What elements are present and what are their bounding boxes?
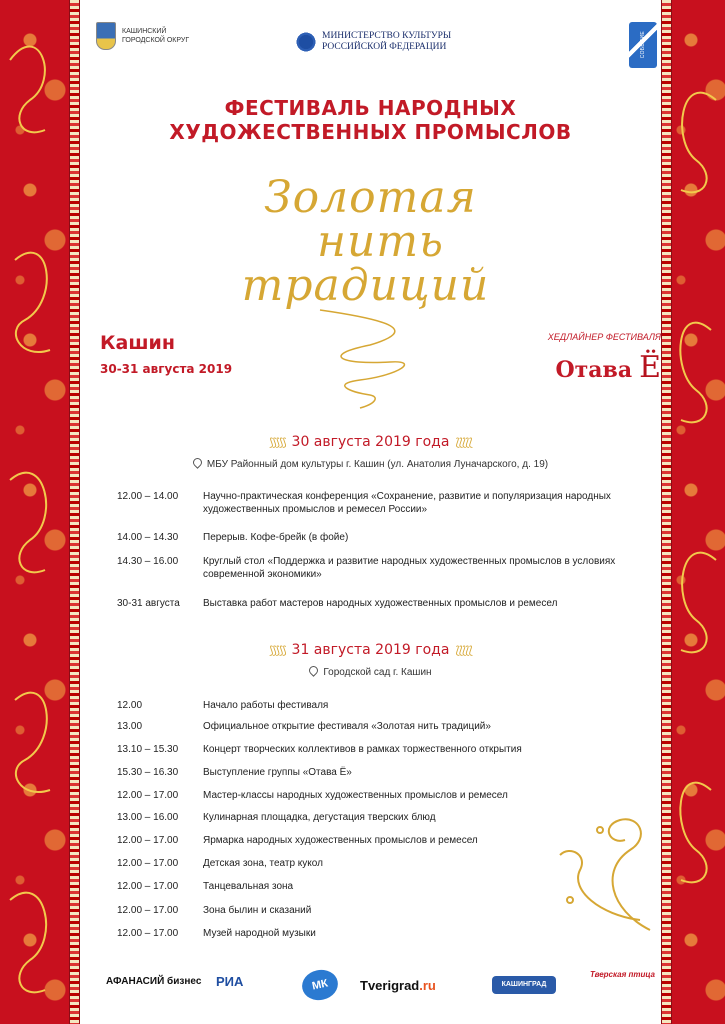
schedule-time: 12.00 – 17.00 xyxy=(117,835,179,846)
schedule-desc: Музей народной музыки xyxy=(203,928,316,939)
gold-corner-ornament xyxy=(540,800,660,940)
sponsor-mk: МК xyxy=(299,967,340,1004)
schedule-desc: Перерыв. Кофе-брейк (в фойе) xyxy=(203,532,349,543)
schedule-time: 13.00 – 16.00 xyxy=(117,812,179,823)
festival-title xyxy=(80,96,661,144)
festival-script-name xyxy=(80,172,661,311)
festival-title-line1: ФЕСТИВАЛЬ НАРОДНЫХ xyxy=(224,96,517,120)
schedule-time: 12.00 – 17.00 xyxy=(117,905,179,916)
schedule-desc: Официальное открытие фестиваля «Золотая нить традиций» xyxy=(203,721,491,732)
schedule-row xyxy=(117,490,651,516)
schedule-time: 14.30 – 16.00 xyxy=(117,556,179,567)
event-logo-text: СОБЫТИЕ xyxy=(640,31,646,59)
ministry-text: МИНИСТЕРСТВО КУЛЬТУРЫ РОССИЙСКОЙ ФЕДЕРАЦИИ xyxy=(322,31,452,52)
sponsor-kashingrad: КАШИНГРАД xyxy=(492,976,556,994)
day2-title-text: 31 августа 2019 года xyxy=(291,642,450,658)
schedule-time: 30-31 августа xyxy=(117,598,180,609)
day1-venue xyxy=(80,458,661,470)
poster-content xyxy=(80,0,661,1024)
schedule-desc: Выступление группы «Отава Ё» xyxy=(203,767,352,778)
sponsor-tverigrad-b: .ru xyxy=(419,978,436,993)
ministry-logo xyxy=(296,30,502,54)
headliner-name: Отава xyxy=(555,357,633,383)
schedule-desc: Мастер-классы народных художественных промыслов и ремесел xyxy=(203,790,508,801)
sponsor-afanasy: АФАНАСИЙ бизнес xyxy=(106,976,202,987)
schedule-desc: Круглый стол «Поддержка и развитие народных художественных промыслов в условиях современной экономики» xyxy=(203,556,616,580)
schedule-desc: Кулинарная площадка, дегустация тверских блюд xyxy=(203,812,436,823)
lace-ribbon xyxy=(69,0,80,1024)
gold-swirl-ornament-left xyxy=(0,0,70,1024)
sponsors-bar xyxy=(100,966,661,1006)
schedule-time: 15.30 – 16.30 xyxy=(117,767,179,778)
day2-venue xyxy=(80,666,661,678)
schedule-time: 12.00 – 17.00 xyxy=(117,928,179,939)
schedule-desc: Ярмарка народных художественных промыслов и ремесел xyxy=(203,835,478,846)
kashin-logo-text: КАШИНСКИЙ ГОРОДСКОЙ ОКРУГ xyxy=(122,28,190,44)
eagle-emblem-icon xyxy=(296,30,316,54)
city-name: Кашин xyxy=(100,332,175,354)
gold-thread-swirl xyxy=(280,300,440,410)
schedule-time: 12.00 – 17.00 xyxy=(117,858,179,869)
schedule-time: 12.00 xyxy=(117,700,143,711)
right-ornament-border xyxy=(661,0,725,1024)
festival-title-line2: ХУДОЖЕСТВЕННЫХ ПРОМЫСЛОВ xyxy=(169,120,572,144)
festival-dates: 30-31 августа 2019 xyxy=(100,362,233,376)
schedule-desc: Детская зона, театр кукол xyxy=(203,858,323,869)
day1-title xyxy=(80,434,661,450)
schedule-desc: Начало работы фестиваля xyxy=(203,700,329,711)
location-pin-icon xyxy=(308,664,321,677)
sponsor-tverigrad xyxy=(360,978,436,993)
schedule-row xyxy=(117,720,651,733)
schedule-row xyxy=(117,531,651,544)
headliner-logo xyxy=(556,350,662,385)
day1-title-text: 30 августа 2019 года xyxy=(291,434,450,450)
script-name-line3: традиций xyxy=(241,260,490,311)
event-logo xyxy=(629,22,657,68)
sponsor-tverigrad-a: Tverigrad xyxy=(360,978,420,993)
kashin-logo xyxy=(96,22,192,50)
schedule-row xyxy=(117,555,651,581)
schedule-row xyxy=(117,743,651,756)
schedule-row xyxy=(117,699,651,712)
script-name-line2: нить xyxy=(317,216,444,267)
location-pin-icon xyxy=(191,456,204,469)
ornament-left-icon: ⟆⟆⟆⟆⟆ xyxy=(269,436,286,449)
sponsor-ria: РИА xyxy=(216,974,244,989)
schedule-time: 13.00 xyxy=(117,721,143,732)
sponsor-tver-bird: Тверская птица xyxy=(590,970,655,979)
left-ornament-border xyxy=(0,0,80,1024)
schedule-time: 14.00 – 14.30 xyxy=(117,532,179,543)
schedule-desc: Зона былин и сказаний xyxy=(203,905,312,916)
ornament-right-icon: ⟅⟅⟅⟅⟅ xyxy=(455,436,472,449)
schedule-desc: Научно-практическая конференция «Сохранение, развитие и популяризация народных художественных промыслов и ремесел России» xyxy=(203,491,611,515)
day2-title xyxy=(80,642,661,658)
schedule-time: 12.00 – 14.00 xyxy=(117,491,179,502)
ornament-left-icon: ⟆⟆⟆⟆⟆ xyxy=(269,644,286,657)
headliner-label: ХЕДЛАЙНЕР ФЕСТИВАЛЯ xyxy=(547,332,661,342)
ornament-right-icon: ⟅⟅⟅⟅⟅ xyxy=(455,644,472,657)
schedule-desc: Выставка работ мастеров народных художественных промыслов и ремесел xyxy=(203,598,558,609)
schedule-time: 13.10 – 15.30 xyxy=(117,744,179,755)
schedule-row xyxy=(117,766,651,779)
day1-venue-text: МБУ Районный дом культуры г. Кашин (ул. Анатолия Луначарского, д. 19) xyxy=(206,459,549,470)
schedule-desc: Танцевальная зона xyxy=(203,881,294,892)
kashin-crest-icon xyxy=(96,22,116,50)
script-name-line1: Золотая xyxy=(264,172,477,223)
headliner-letter: Ё xyxy=(639,350,661,385)
schedule-time: 12.00 – 17.00 xyxy=(117,881,179,892)
schedule-time: 12.00 – 17.00 xyxy=(117,790,179,801)
schedule-desc: Концерт творческих коллективов в рамках торжественного открытия xyxy=(203,744,522,755)
schedule-row xyxy=(117,597,651,610)
lace-ribbon xyxy=(661,0,672,1024)
day2-venue-text: Городской сад г. Кашин xyxy=(323,667,432,678)
